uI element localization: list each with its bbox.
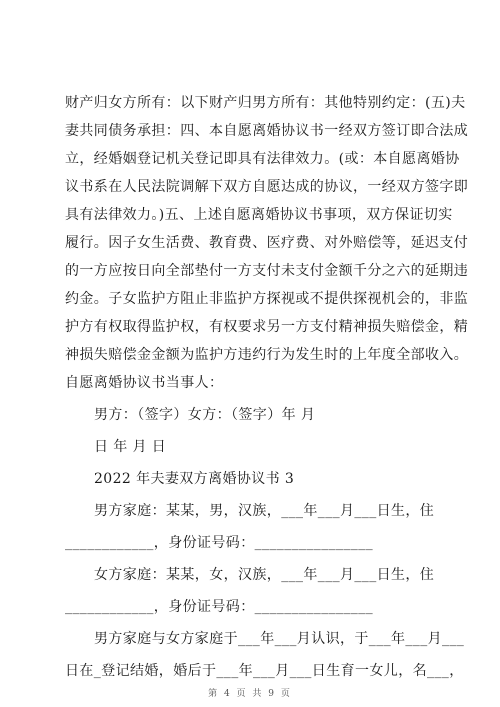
body-text-line: 神损失赔偿金金额为监护方违约行为发生时的上年度全部收入。 — [65, 347, 469, 363]
wife-id-line: ____________，身份证号码：________________ — [65, 599, 373, 615]
body-text-line: 护方有权取得监护权，有权要求另一方支付精神损失赔偿金，精 — [65, 319, 469, 335]
body-text-line: 履行。因子女生活费、教育费、医疗费、对外赔偿等，延迟支付 — [65, 235, 469, 251]
date-line: 日 年 月 日 — [94, 439, 167, 455]
wife-info-line: 女方家庭：某某，女，汉族，___年___月___日生，住 — [94, 567, 435, 583]
parties-heading: 自愿离婚协议书当事人： — [65, 375, 224, 391]
signature-line: 男方：（签字）女方：（签字）年 月 — [94, 407, 316, 423]
section-title: 2022 年夫妻双方离婚协议书 3 — [94, 471, 295, 487]
body-text-line: 日在_登记结婚，婚后于___年___月___日生育一女儿，名___， — [65, 663, 464, 679]
body-text-line: 议书系在人民法院调解下双方自愿达成的协议，一经双方签字即 — [65, 179, 469, 195]
husband-id-line: ____________，身份证号码：________________ — [65, 535, 373, 551]
body-text-line: 具有法律效力。)五、上述自愿离婚协议书事项，双方保证切实 — [65, 207, 453, 223]
body-text-line: 约金。子女监护方阻止非监护方探视或不提供探视机会的，非监 — [65, 291, 469, 307]
body-text-line: 立，经婚姻登记机关登记即具有法律效力。(或：本自愿离婚协 — [65, 151, 460, 167]
body-text-line: 财产归女方所有：以下财产归男方所有：其他特别约定：(五)夫 — [65, 95, 466, 111]
body-text-line: 妻共同债务承担：四、本自愿离婚协议书一经双方签订即合法成 — [65, 123, 469, 139]
body-text-line: 男方家庭与女方家庭于___年___月认识，于___年___月___ — [94, 631, 465, 647]
body-text-line: 的一方应按日向全部垫付一方支付未支付金额千分之六的延期违 — [65, 263, 469, 279]
husband-info-line: 男方家庭：某某，男，汉族，___年___月___日生，住 — [94, 503, 435, 519]
page-number: 第 4 页 共 9 页 — [208, 689, 292, 699]
